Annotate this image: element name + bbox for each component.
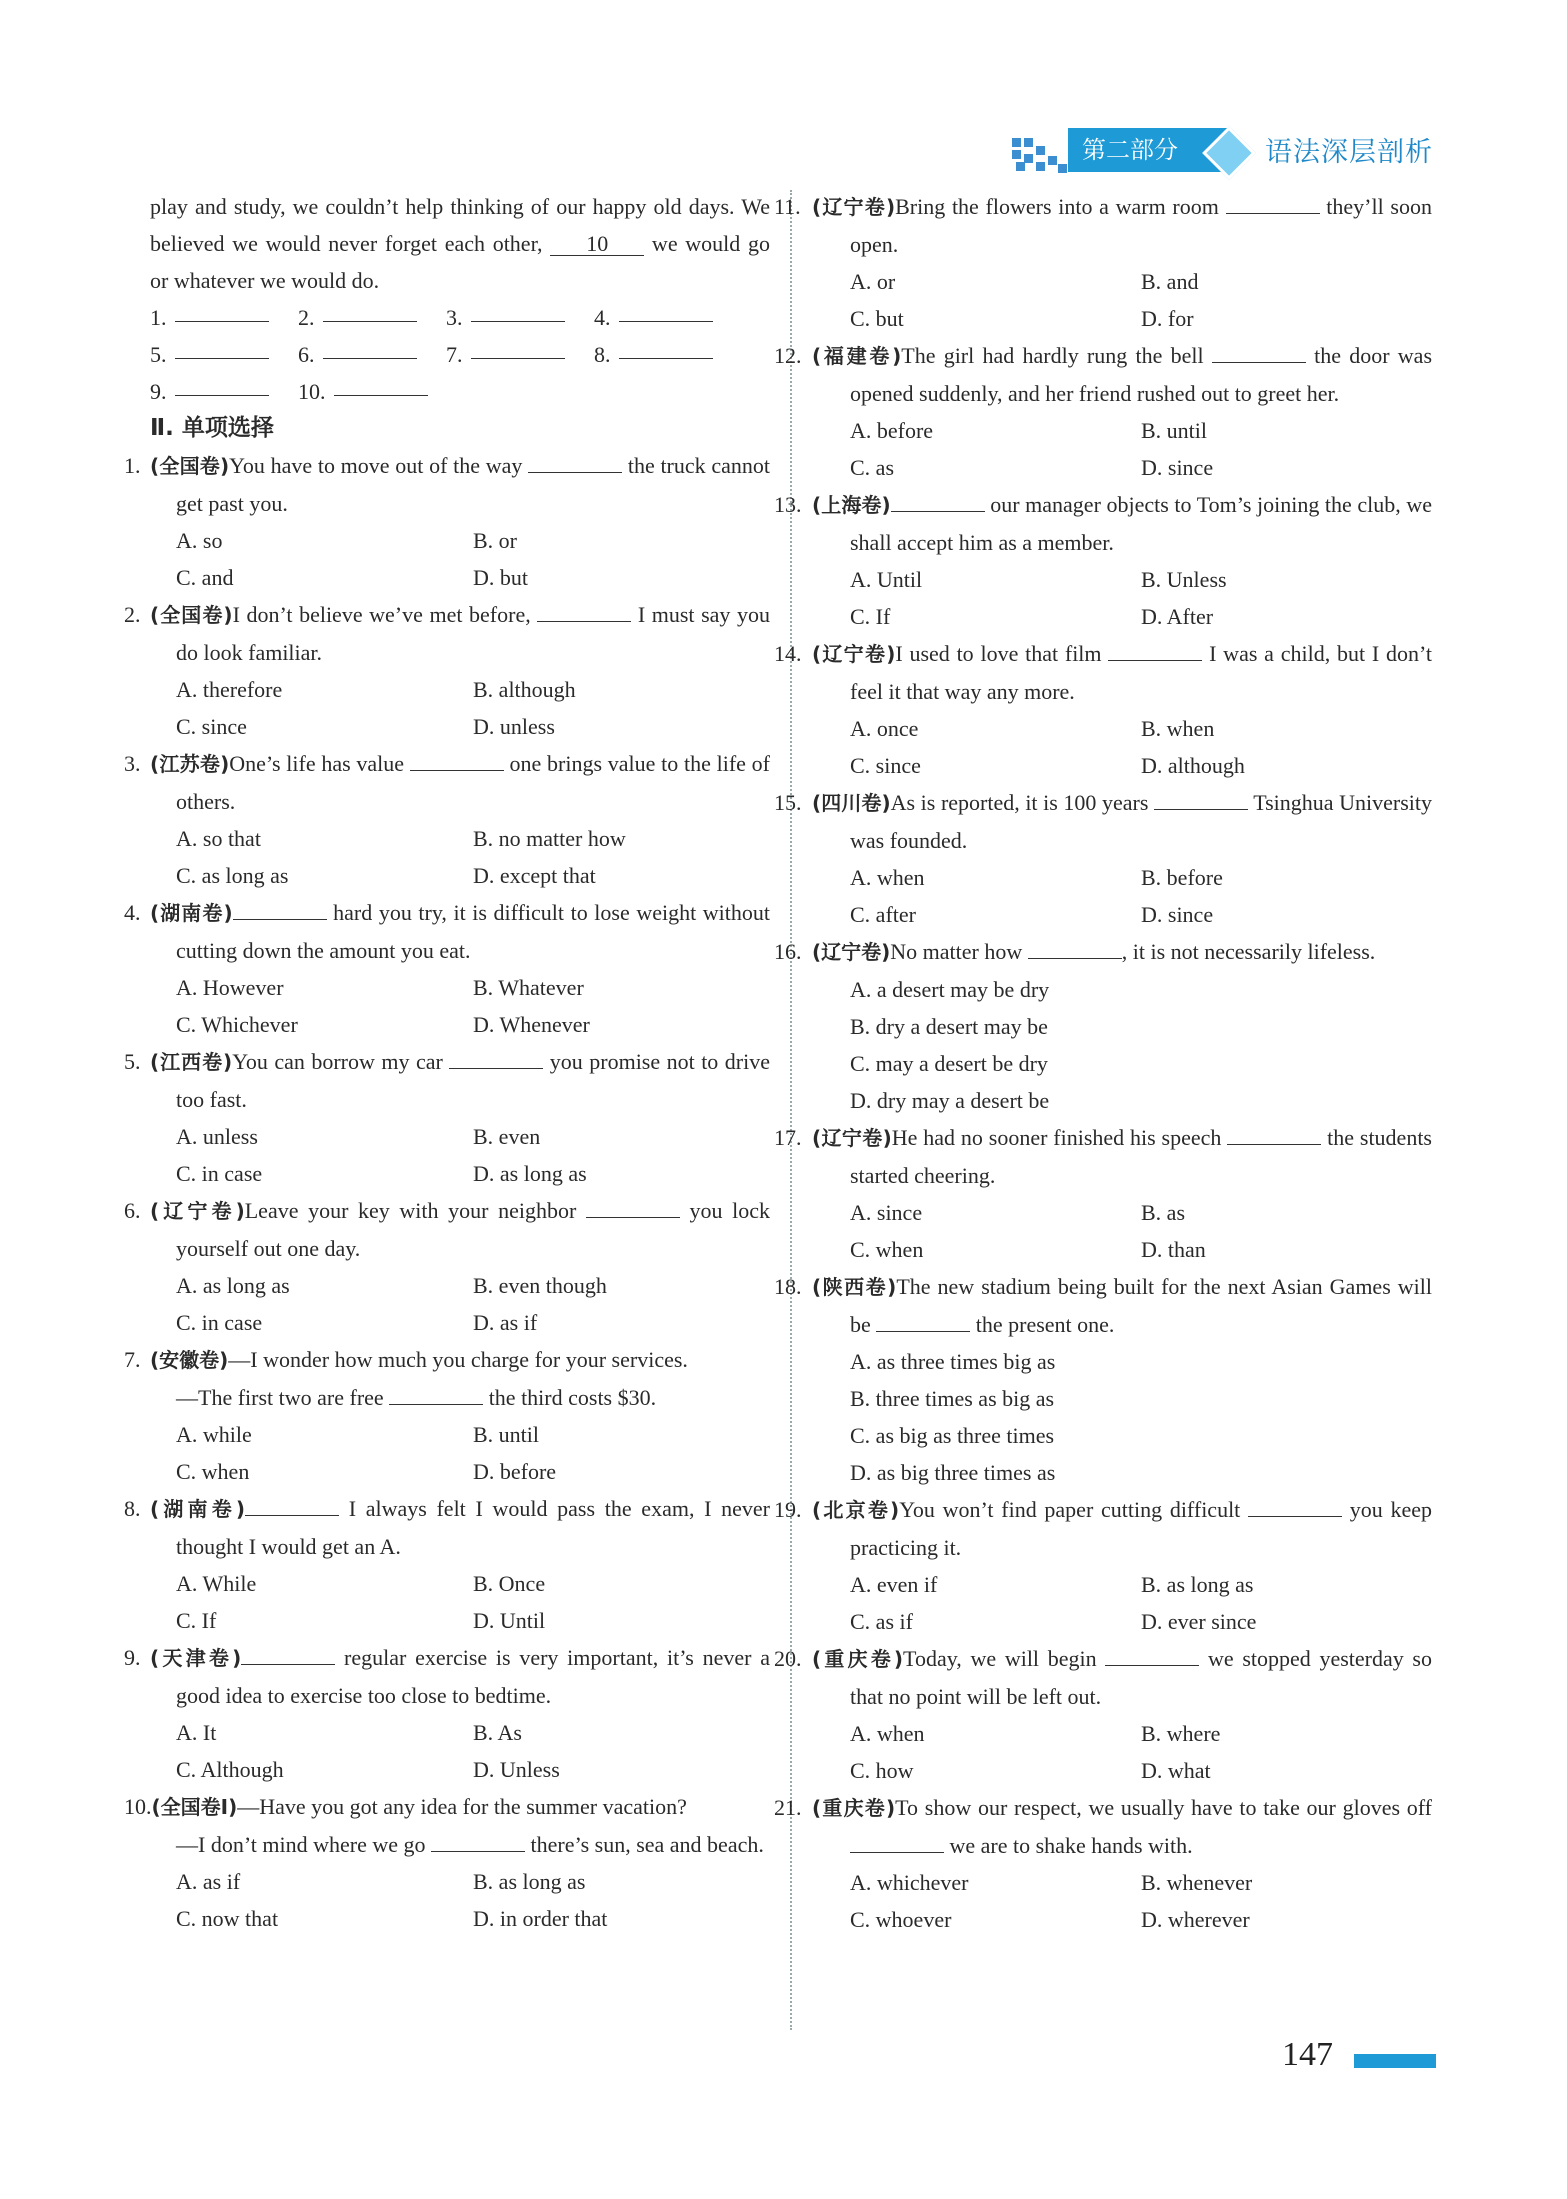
question-stem: 7. (安徽卷)—I wonder how much you charge for your services.	[124, 1347, 688, 1372]
fill-number: 1.	[150, 305, 167, 330]
question-text: The new stadium being built for the next Asian Games will be	[850, 1274, 1432, 1337]
option: C. how	[850, 1758, 914, 1783]
answer-blank	[1028, 936, 1122, 959]
fill-blank	[619, 336, 713, 359]
option: A. once	[850, 716, 919, 741]
question	[124, 1639, 770, 1788]
question-source: (辽宁卷)	[150, 1199, 245, 1223]
question-text: You have to move out of the way	[229, 453, 529, 478]
dialogue-text-end: the third costs $30.	[483, 1385, 657, 1410]
option: C. when	[176, 1459, 250, 1484]
question	[774, 933, 1432, 1119]
question-stem: 20. (重庆卷)Today, we will begin we stopped yesterday so that no point will be left out.	[812, 1640, 1432, 1715]
question-text: I don’t believe we’ve met before,	[232, 602, 538, 627]
option: C. but	[850, 306, 904, 331]
fill-item	[298, 299, 446, 336]
fill-item	[594, 336, 742, 373]
question-text: You won’t find paper cutting difficult	[899, 1497, 1249, 1522]
right-column	[774, 188, 1433, 1938]
option: C. as long as	[176, 863, 289, 888]
option: D. than	[1141, 1237, 1206, 1262]
question	[124, 447, 771, 596]
question	[124, 1192, 770, 1341]
question-stem: 11. (辽宁卷)Bring the flowers into a warm room they’ll soon open.	[812, 188, 1432, 263]
option: D. wherever	[1141, 1907, 1250, 1932]
options	[812, 1566, 1432, 1640]
right-question-list	[774, 188, 1433, 1938]
question-source: (江西卷)	[150, 1050, 233, 1074]
answer-blank	[850, 1830, 944, 1853]
option: C. as	[850, 455, 894, 480]
left-column	[124, 188, 771, 1937]
question	[124, 1490, 770, 1639]
question	[774, 1640, 1432, 1789]
answer-blank: 10	[550, 233, 644, 256]
question-text-end: hard you try, it is difficult to lose weight without cutting down the amount you eat.	[176, 900, 770, 963]
question-text: One’s life has value	[229, 751, 410, 776]
fill-item	[298, 336, 446, 373]
question	[124, 745, 770, 894]
option: A. when	[850, 865, 925, 890]
question-text: He had no sooner finished his speech	[891, 1125, 1228, 1150]
option: B. until	[1141, 418, 1208, 443]
question-source: (陕西卷)	[812, 1275, 897, 1299]
option: C. If	[176, 1608, 217, 1633]
options	[150, 1565, 770, 1639]
fill-item	[150, 299, 298, 336]
option: B. even though	[473, 1273, 607, 1298]
question-number: 10.	[124, 1794, 152, 1819]
intro-paragraph	[150, 188, 770, 299]
question-text-end: you lock yourself out one day.	[176, 1198, 770, 1261]
option: D. before	[473, 1459, 557, 1484]
question-text: Bring the flowers into a warm room	[895, 194, 1226, 219]
question-text-end: I was a child, but I don’t feel it that way any more.	[850, 641, 1432, 704]
option: C. in case	[176, 1161, 263, 1186]
question-text-end: one brings value to the life of others.	[176, 751, 770, 814]
option: D. since	[1141, 902, 1214, 927]
fill-number: 10.	[298, 379, 326, 404]
option: D. but	[473, 565, 528, 590]
question-stem	[124, 1788, 770, 1826]
option: A. as three times big as	[850, 1349, 1056, 1374]
answer-blank	[537, 599, 631, 622]
question-text-end: the students started cheering.	[850, 1125, 1432, 1188]
question-stem: 9. (天津卷) regular exercise is very important, it’s never a good idea to exercise too close to bedtime.	[150, 1639, 770, 1714]
question	[774, 1789, 1433, 1938]
question-stem: 4. (湖南卷) hard you try, it is difficult to lose weight without cutting down the amount you eat.	[150, 894, 770, 969]
question-source: (全国卷)	[150, 454, 230, 478]
option: B. although	[473, 677, 576, 702]
question-text-end: I always felt I would pass the exam, I never thought I would get an A.	[176, 1496, 770, 1559]
fill-blank	[471, 336, 565, 359]
question-text-end: we are to shake hands with.	[944, 1833, 1193, 1858]
question-stem: 18. (陕西卷)The new stadium being built for the next Asian Games will be the present one.	[774, 1274, 1432, 1337]
question-text-end: we stopped yesterday so that no point will be left out.	[850, 1646, 1432, 1709]
question	[124, 1043, 770, 1192]
answer-blank	[1226, 191, 1320, 214]
question-stem: 6. (辽宁卷)Leave your key with your neighbor you lock yourself out one day.	[150, 1192, 770, 1267]
header-logo-icon	[1008, 134, 1070, 174]
question-stem: 21. (重庆卷)To show our respect, we usually have to take our gloves off we are to shake hands with.	[774, 1795, 1433, 1858]
answer-blank	[528, 450, 622, 473]
question-text-end: the truck cannot get past you.	[176, 453, 771, 516]
option: C. now that	[176, 1906, 279, 1931]
header-subtitle: 语法深层剖析	[1265, 137, 1433, 168]
option: A. while	[176, 1422, 252, 1447]
option: B. whenever	[1141, 1870, 1253, 1895]
option: D. dry may a desert be	[850, 1088, 1050, 1113]
option: D. ever since	[1141, 1609, 1257, 1634]
option: A. before	[850, 418, 934, 443]
option: A. or	[850, 269, 896, 294]
intro-text-end: we would go or whatever we would do.	[150, 231, 770, 293]
question-text-end: , it is not necessarily lifeless.	[1121, 939, 1376, 964]
option: D. unless	[473, 714, 555, 739]
intro-text: play and study, we couldn’t help thinking of our happy old days. We believed we would never forget each other,	[150, 194, 770, 256]
question	[774, 1268, 1432, 1491]
question	[774, 635, 1432, 784]
question-source: (福建卷)	[812, 344, 902, 368]
options	[150, 1118, 770, 1192]
option: A. However	[176, 975, 284, 1000]
question	[124, 894, 770, 1043]
option: C. in case	[176, 1310, 263, 1335]
question-source: (重庆卷)	[812, 1796, 896, 1820]
option: B. as long as	[1141, 1572, 1254, 1597]
option: D. Until	[473, 1608, 546, 1633]
option: B. when	[1141, 716, 1215, 741]
question-source: (辽宁卷)	[812, 642, 896, 666]
options	[812, 1715, 1432, 1789]
question-stem: 17. (辽宁卷)He had no sooner finished his speech the students started cheering.	[812, 1119, 1432, 1194]
question-stem: 3. (江苏卷)One’s life has value one brings value to the life of others.	[150, 745, 770, 820]
fill-number: 6.	[298, 342, 315, 367]
option: C. If	[850, 604, 891, 629]
question	[124, 1341, 770, 1490]
dialogue-text: —I don’t mind where we go	[176, 1832, 431, 1857]
option: A. when	[850, 1721, 925, 1746]
option: A. While	[176, 1571, 257, 1596]
option: B. as long as	[473, 1869, 586, 1894]
question-source: (安徽卷)	[150, 1348, 229, 1372]
question-text-end: the door was opened suddenly, and her friend rushed out to greet her.	[850, 343, 1432, 406]
option: A. therefore	[176, 677, 283, 702]
question-source: (湖南卷)	[150, 1497, 246, 1521]
option: B. three times as big as	[850, 1386, 1055, 1411]
option: C. may a desert be dry	[850, 1051, 1048, 1076]
question-text: Today, we will begin	[903, 1646, 1106, 1671]
option: A. Until	[850, 567, 923, 592]
answer-blank	[245, 1493, 339, 1516]
option: C. whoever	[850, 1907, 952, 1932]
fill-blank	[175, 299, 269, 322]
question-text: —I wonder how much you charge for your services.	[228, 1347, 688, 1372]
fill-number: 2.	[298, 305, 315, 330]
option: D. in order that	[473, 1906, 608, 1931]
fill-row	[150, 336, 770, 373]
option: B. Whatever	[473, 975, 584, 1000]
question-stem: 14. (辽宁卷)I used to love that film I was a child, but I don’t feel it that way any more.	[812, 635, 1432, 710]
options	[150, 1416, 770, 1490]
option: A. as long as	[176, 1273, 290, 1298]
answer-blank	[1154, 787, 1248, 810]
fill-blank	[323, 336, 417, 359]
question-text: To show our respect, we usually have to take our gloves off	[895, 1795, 1433, 1820]
options	[150, 1714, 770, 1788]
question-text: As is reported, it is 100 years	[890, 790, 1154, 815]
question-source: (辽宁卷)	[812, 1126, 892, 1150]
option: B. where	[1141, 1721, 1221, 1746]
option: D. Whenever	[473, 1012, 590, 1037]
option: C. Although	[176, 1757, 284, 1782]
option: C. as big as three times	[850, 1423, 1055, 1448]
options	[812, 859, 1432, 933]
option: B. dry a desert may be	[850, 1014, 1048, 1039]
question	[774, 1491, 1433, 1640]
option: B. until	[473, 1422, 540, 1447]
question-source: (辽宁卷)	[812, 195, 896, 219]
question-text-end: Tsinghua University was founded.	[850, 790, 1432, 853]
question-text-end: our manager objects to Tom’s joining the club, we shall accept him as a member.	[850, 492, 1432, 555]
question-stem: 12. (福建卷)The girl had hardly rung the bell the door was opened suddenly, and her friend rushed out to greet her.	[812, 337, 1432, 412]
fill-item	[446, 336, 594, 373]
option: A. so that	[176, 826, 261, 851]
fill-number: 4.	[594, 305, 611, 330]
option: B. before	[1141, 865, 1223, 890]
question-text: Leave your key with your neighbor	[244, 1198, 586, 1223]
question	[124, 1788, 770, 1937]
option: D. since	[1141, 455, 1214, 480]
answer-blank	[233, 897, 327, 920]
option: D. although	[1141, 753, 1245, 778]
options	[812, 263, 1432, 337]
fill-blank	[175, 373, 269, 396]
question-source: (湖南卷)	[150, 901, 233, 925]
fill-blank	[619, 299, 713, 322]
option: A. unless	[176, 1124, 258, 1149]
question	[124, 596, 770, 745]
option: C. since	[176, 714, 247, 739]
answer-blank	[876, 1309, 970, 1332]
answer-blank	[389, 1382, 483, 1405]
page-number-bar	[1354, 2054, 1436, 2068]
question-source: (北京卷)	[812, 1498, 900, 1522]
question-text-end: I must say you do look familiar.	[176, 602, 770, 665]
fill-in-blanks	[150, 299, 770, 410]
options	[812, 412, 1432, 486]
options	[150, 1267, 770, 1341]
fill-blank	[471, 299, 565, 322]
question-source: (全国卷)	[150, 603, 233, 627]
options	[812, 971, 1432, 1119]
option: D. except that	[473, 863, 596, 888]
dialogue-line	[150, 1379, 770, 1416]
option: C. when	[850, 1237, 924, 1262]
options	[812, 1194, 1432, 1268]
options	[150, 522, 770, 596]
fill-number: 5.	[150, 342, 167, 367]
answer-blank	[449, 1046, 543, 1069]
option: B. as	[1141, 1200, 1185, 1225]
fill-item	[446, 299, 594, 336]
answer-blank	[891, 489, 985, 512]
option: B. no matter how	[473, 826, 626, 851]
dialogue-line	[150, 1826, 770, 1863]
answer-blank	[241, 1642, 335, 1665]
question-stem: 8. (湖南卷) I always felt I would pass the exam, I never thought I would get an A.	[150, 1490, 770, 1565]
answer-blank	[410, 748, 504, 771]
question-stem: 2. (全国卷)I don’t believe we’ve met before, I must say you do look familiar.	[150, 596, 770, 671]
question	[774, 337, 1432, 486]
question-source: (重庆卷)	[812, 1647, 904, 1671]
answer-blank	[431, 1829, 525, 1852]
answer-blank	[1212, 340, 1306, 363]
question-source: (江苏卷)	[150, 752, 230, 776]
option: D. After	[1141, 604, 1214, 629]
left-question-list	[124, 447, 771, 1937]
fill-blank	[323, 299, 417, 322]
fill-number: 3.	[446, 305, 463, 330]
option: C. Whichever	[176, 1012, 298, 1037]
option: A. even if	[850, 1572, 938, 1597]
question-text-end: regular exercise is very important, it’s never a good idea to exercise too close to bedtime.	[176, 1645, 770, 1708]
answer-blank	[1227, 1122, 1321, 1145]
fill-row	[150, 299, 770, 336]
question-source: (四川卷)	[812, 791, 891, 815]
option: D. as big three times as	[850, 1460, 1056, 1485]
option: A. a desert may be dry	[850, 977, 1050, 1002]
question-stem: 19. (北京卷)You won’t find paper cutting difficult you keep practicing it.	[812, 1491, 1432, 1566]
fill-number: 9.	[150, 379, 167, 404]
options	[812, 710, 1432, 784]
question-stem: 15. (四川卷)As is reported, it is 100 years Tsinghua University was founded.	[812, 784, 1432, 859]
question-source: (辽宁卷)	[812, 940, 891, 964]
option: B. Unless	[1141, 567, 1227, 592]
option: C. since	[850, 753, 921, 778]
options	[812, 1864, 1432, 1938]
options	[150, 1863, 770, 1937]
question-text-end: you keep practicing it.	[850, 1497, 1433, 1560]
option: C. after	[850, 902, 916, 927]
question-text: —Have you got any idea for the summer vacation?	[237, 1794, 687, 1819]
question-stem: 13. (上海卷) our manager objects to Tom’s joining the club, we shall accept him as a member.	[812, 486, 1432, 561]
question-text: You can borrow my car	[232, 1049, 450, 1074]
options	[812, 561, 1432, 635]
options	[150, 969, 770, 1043]
section-heading: Ⅱ. 单项选择	[150, 415, 274, 441]
question-text-end: the present one.	[970, 1312, 1115, 1337]
question-text: No matter how	[890, 939, 1028, 964]
page-number: 147	[1282, 2036, 1333, 2073]
fill-number: 8.	[594, 342, 611, 367]
option: A. It	[176, 1720, 217, 1745]
dialogue-text-end: there’s sun, sea and beach.	[525, 1832, 764, 1857]
answer-blank	[1108, 638, 1202, 661]
question	[774, 486, 1432, 635]
question	[774, 188, 1432, 337]
question-stem: 16. (辽宁卷)No matter how , it is not necessarily lifeless.	[812, 933, 1432, 971]
fill-number: 7.	[446, 342, 463, 367]
question-text: I used to love that film	[895, 641, 1109, 666]
option: A. so	[176, 528, 223, 553]
question-text: The girl had hardly rung the bell	[901, 343, 1212, 368]
option: B. or	[473, 528, 517, 553]
column-divider	[790, 190, 792, 2030]
options	[812, 1343, 1432, 1491]
option: A. since	[850, 1200, 923, 1225]
fill-blank	[175, 336, 269, 359]
option: B. even	[473, 1124, 541, 1149]
option: B. Once	[473, 1571, 546, 1596]
question-source: (全国卷Ⅰ)	[151, 1795, 238, 1819]
fill-item	[594, 299, 742, 336]
answer-blank	[1248, 1494, 1342, 1517]
option: D. for	[1141, 306, 1194, 331]
option: A. as if	[176, 1869, 241, 1894]
option: B. and	[1141, 269, 1199, 294]
fill-item	[298, 373, 446, 410]
answer-blank	[1105, 1643, 1199, 1666]
question	[774, 1119, 1432, 1268]
option: C. as if	[850, 1609, 913, 1634]
option: D. Unless	[473, 1757, 560, 1782]
option: D. what	[1141, 1758, 1211, 1783]
question-source: (上海卷)	[812, 493, 891, 517]
options	[150, 671, 770, 745]
option: D. as long as	[473, 1161, 587, 1186]
option: C. and	[176, 565, 234, 590]
question-stem: 5. (江西卷)You can borrow my car you promise not to drive too fast.	[150, 1043, 770, 1118]
question-text-end: they’ll soon open.	[850, 194, 1432, 257]
option: A. whichever	[850, 1870, 969, 1895]
fill-item	[150, 336, 298, 373]
dialogue-text: —The first two are free	[176, 1385, 390, 1410]
fill-item	[150, 373, 298, 410]
options	[150, 820, 770, 894]
section-tab: 第二部分	[1068, 128, 1228, 172]
option: D. as if	[473, 1310, 538, 1335]
question-stem: 1. (全国卷)You have to move out of the way the truck cannot get past you.	[150, 447, 770, 522]
question-source: (天津卷)	[150, 1646, 242, 1670]
fill-row	[150, 373, 770, 410]
fill-blank	[334, 373, 428, 396]
question	[774, 784, 1432, 933]
option: B. As	[473, 1720, 522, 1745]
answer-blank	[586, 1195, 680, 1218]
question-text-end: you promise not to drive too fast.	[176, 1049, 770, 1112]
